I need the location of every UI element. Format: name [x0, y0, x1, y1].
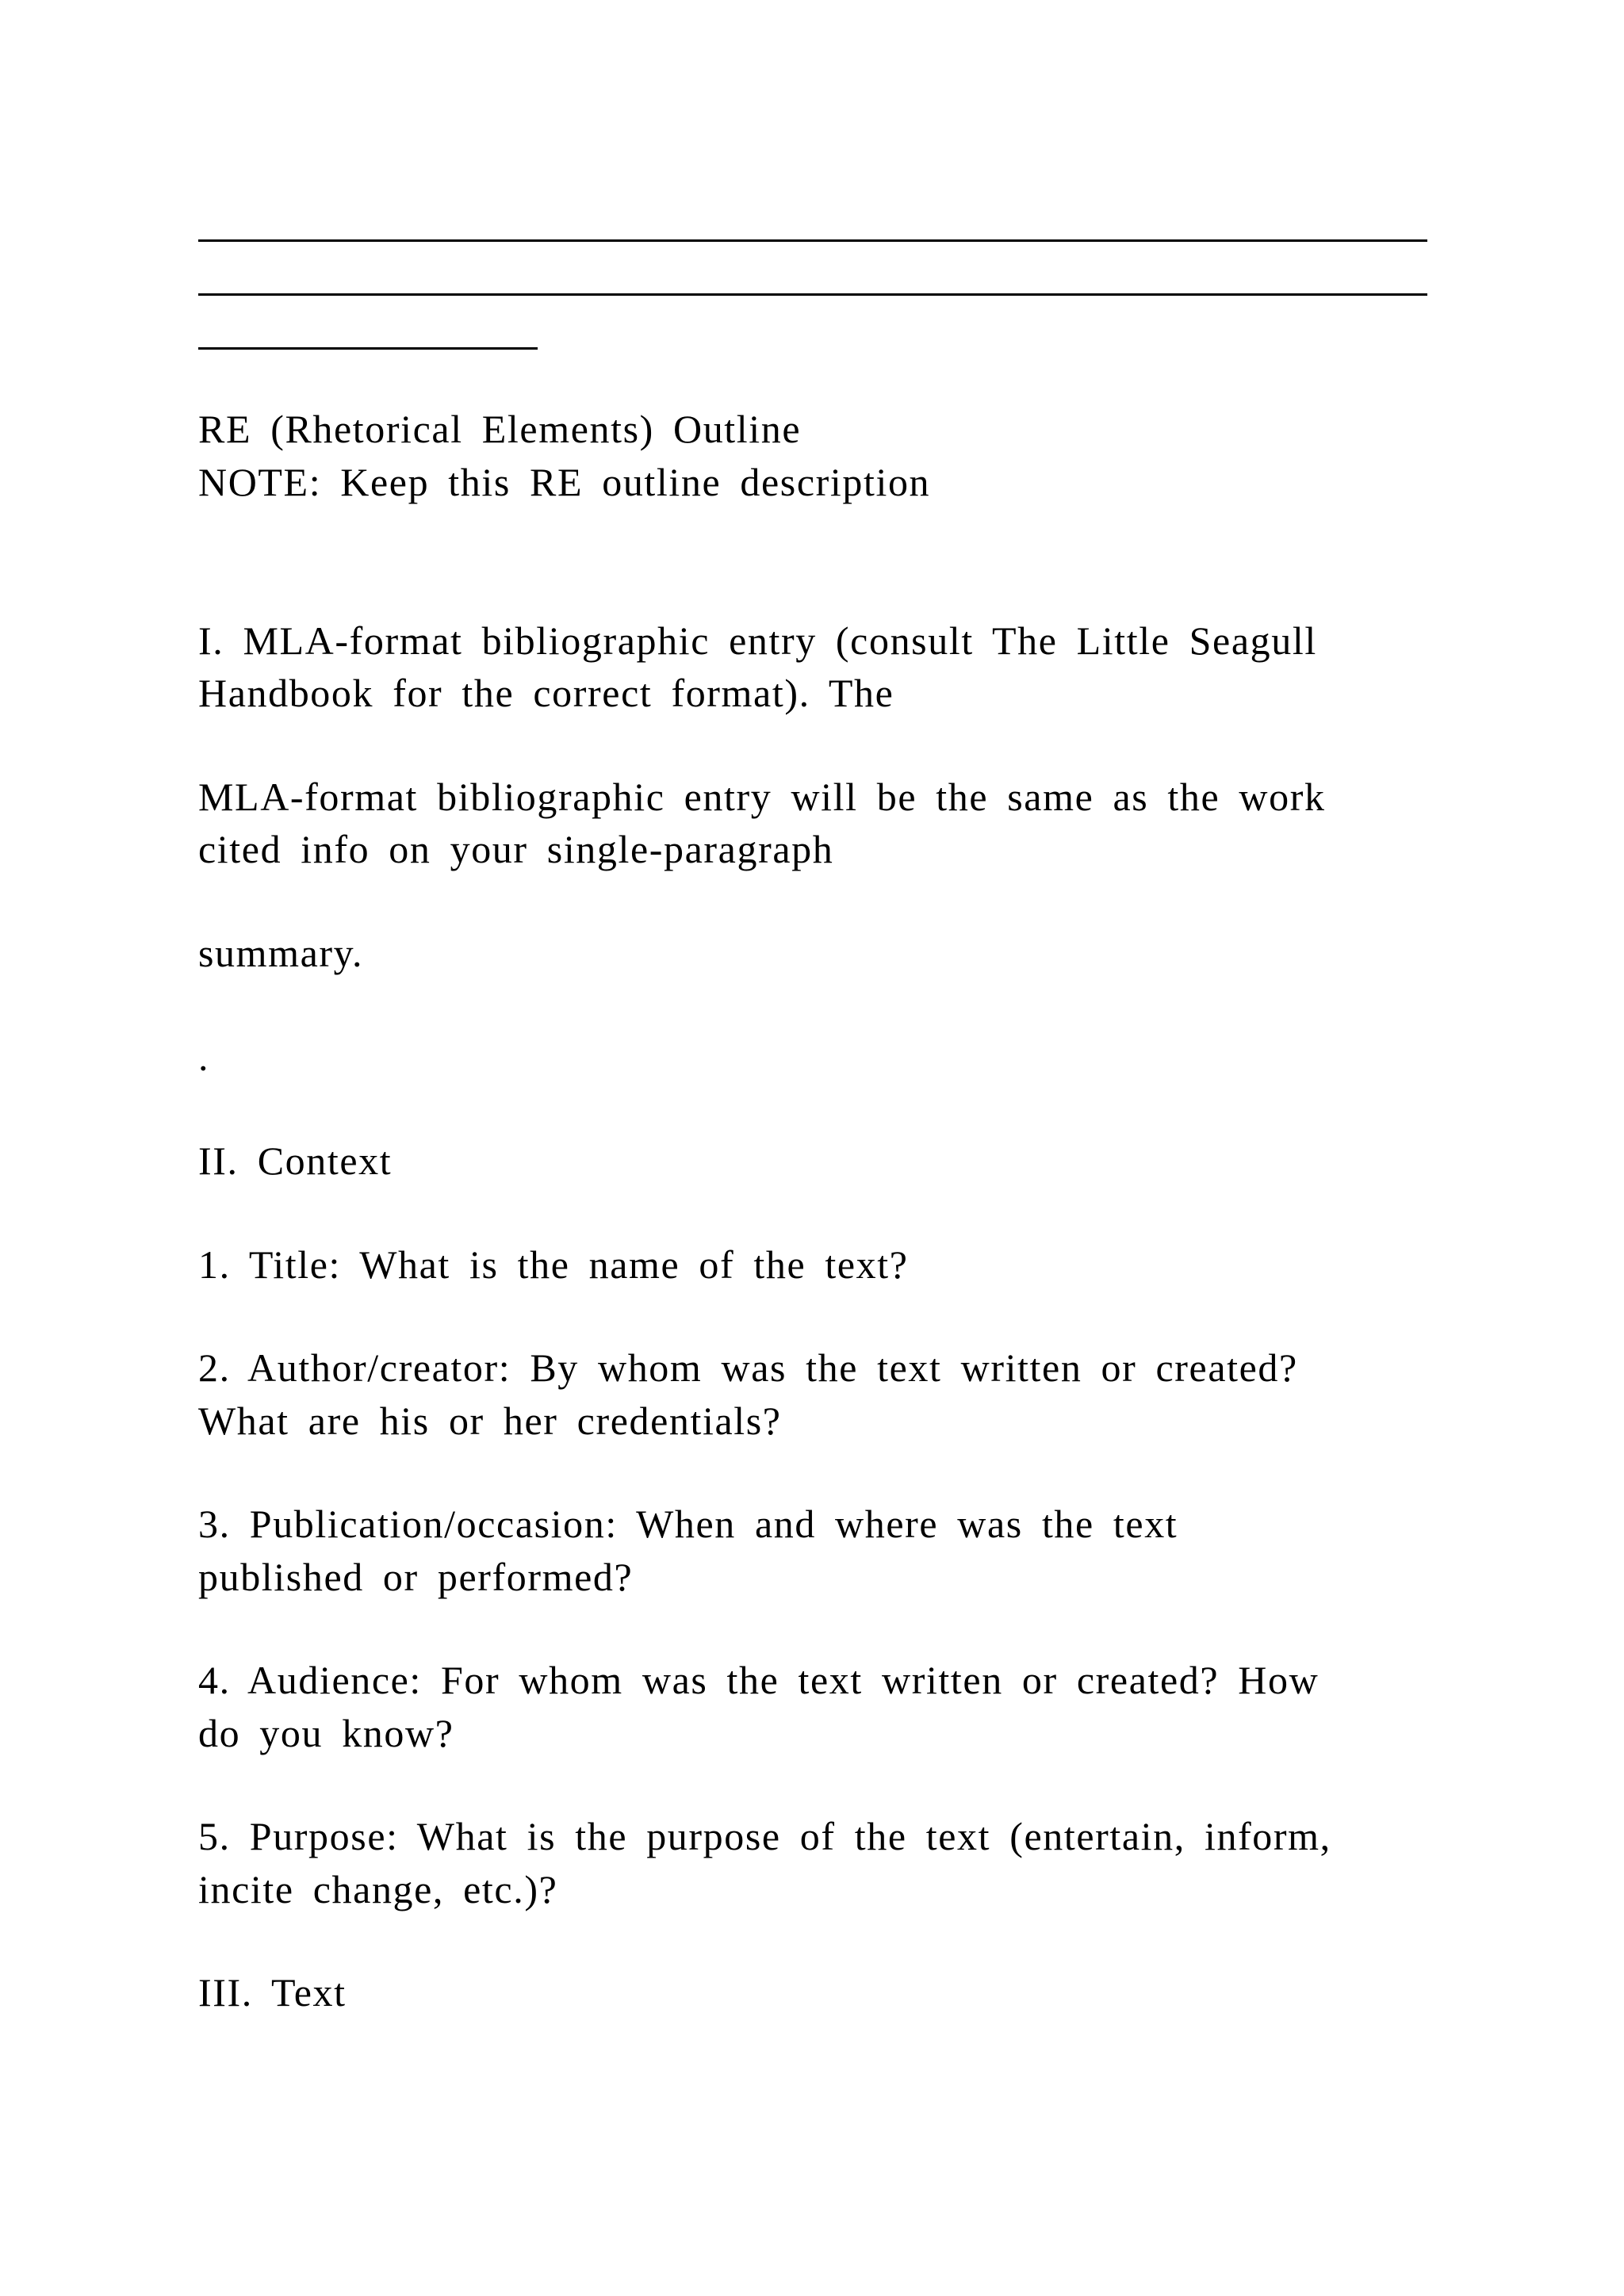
context-item-4-line-1: 4. Audience: For whom was the text written or created? How: [198, 1658, 1320, 1702]
text-heading: III. Text: [198, 1970, 347, 2015]
section-1-dot: .: [198, 1035, 210, 1079]
section-1-line-1: I. MLA-format bibliographic entry (consult The Little Seagull: [198, 618, 1317, 663]
document-title: RE (Rhetorical Elements) Outline: [198, 407, 802, 451]
context-item-2-line-2: What are his or her credentials?: [198, 1399, 782, 1443]
document-note: NOTE: Keep this RE outline description: [198, 460, 931, 504]
context-heading: II. Context: [198, 1138, 393, 1183]
context-item-3-line-2: published or performed?: [198, 1555, 634, 1599]
context-item-5-line-2: incite change, etc.)?: [198, 1867, 558, 1911]
context-item-3-line-1: 3. Publication/occasion: When and where was the text: [198, 1502, 1178, 1546]
separator-rule-3: [198, 347, 538, 350]
section-1-line-4: cited info on your single-paragraph: [198, 827, 834, 871]
context-item-1: 1. Title: What is the name of the text?: [198, 1242, 909, 1287]
separator-rule-1: [198, 239, 1427, 242]
separator-rule-2: [198, 293, 1427, 296]
section-1-line-3: MLA-format bibliographic entry will be the same as the work: [198, 775, 1326, 819]
context-item-2-line-1: 2. Author/creator: By whom was the text written or created?: [198, 1345, 1298, 1390]
context-item-4-line-2: do you know?: [198, 1711, 454, 1755]
context-item-5-line-1: 5. Purpose: What is the purpose of the text (entertain, inform,: [198, 1814, 1331, 1858]
section-1-line-5: summary.: [198, 931, 364, 975]
section-1-line-2: Handbook for the correct format). The: [198, 671, 894, 715]
